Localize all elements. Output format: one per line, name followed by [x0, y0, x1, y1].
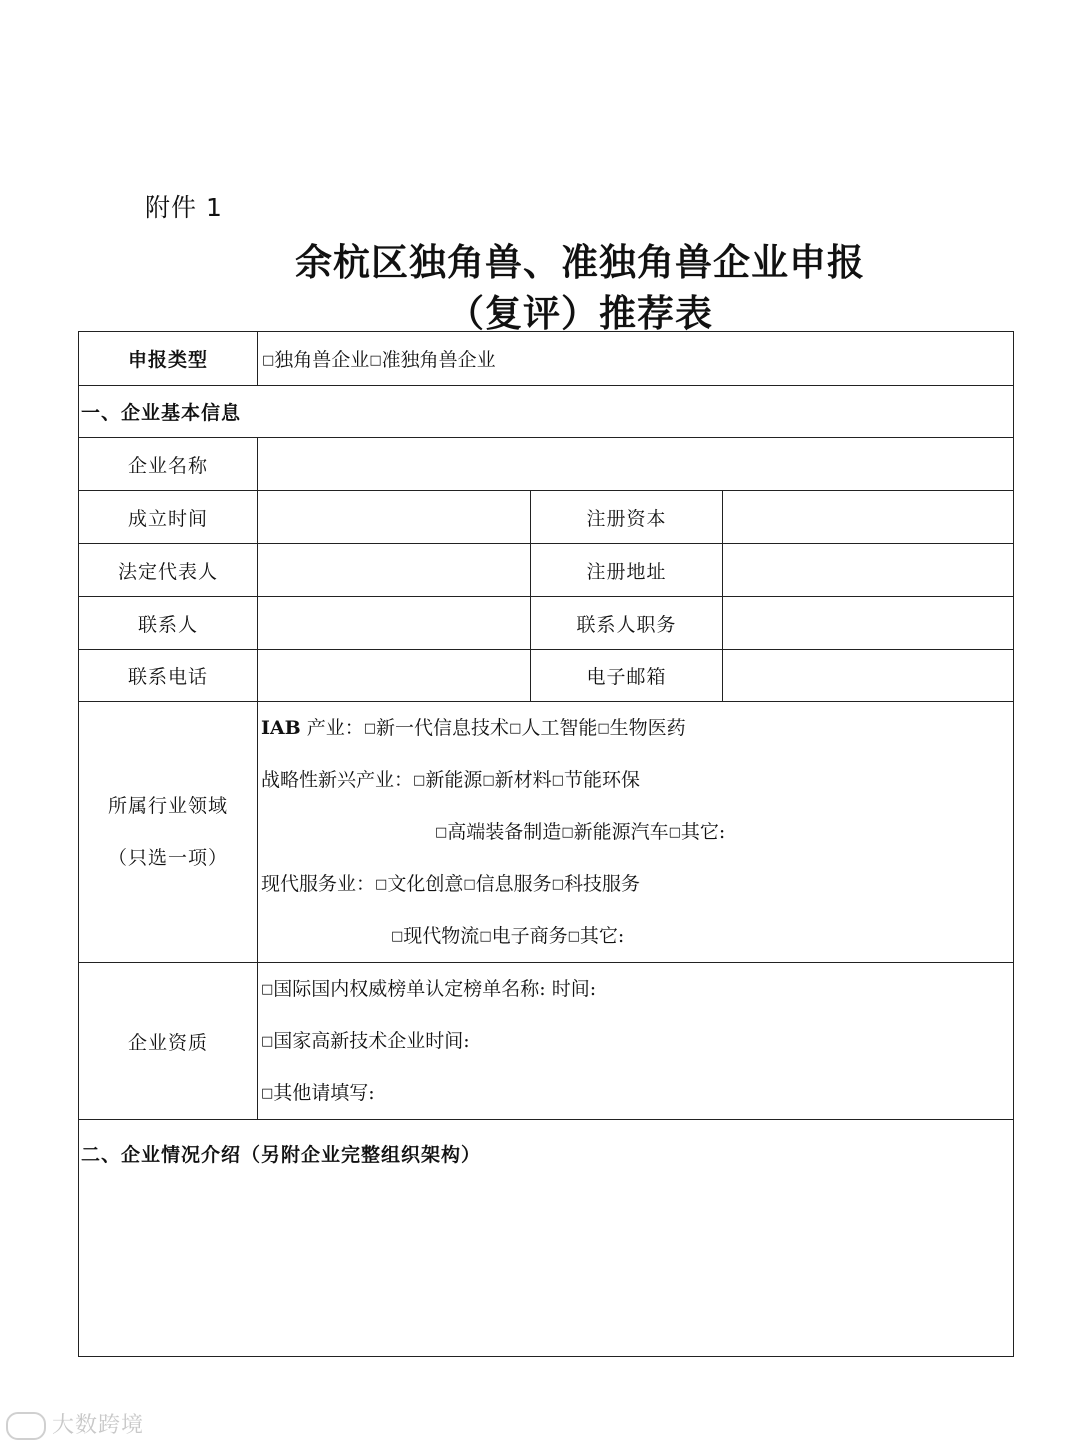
- form-title-line2: （复评）推荐表: [447, 291, 713, 335]
- phone-label: 联系电话: [79, 650, 258, 702]
- form-title-line1: 余杭区独角兽、准独角兽企业申报: [295, 240, 865, 284]
- contact-label: 联系人: [79, 597, 258, 650]
- checkbox-quasi-unicorn[interactable]: □: [369, 353, 382, 368]
- section1-heading: 一、企业基本信息: [79, 386, 1014, 438]
- strategic-option-5: 新能源汽车: [573, 821, 669, 843]
- capital-label: 注册资本: [531, 491, 723, 544]
- attachment-label: 附件 1: [145, 193, 223, 222]
- checkbox-service-5[interactable]: □: [479, 929, 492, 944]
- apply-type-label: 申报类型: [79, 332, 258, 386]
- phone-row: [79, 650, 1014, 702]
- strategic-label: 战略性新兴产业：: [261, 769, 414, 791]
- iab-suffix: 产业：: [300, 717, 364, 739]
- apply-type-options: [258, 332, 1014, 386]
- checkbox-strategic-5[interactable]: □: [561, 825, 574, 840]
- phone-field[interactable]: [258, 650, 531, 702]
- legal-rep-label: 法定代表人: [79, 544, 258, 597]
- section2-heading[interactable]: 二、企业情况介绍（另附企业完整组织架构）: [79, 1120, 1014, 1357]
- qualification-text-2: 国家高新技术企业时间:: [273, 1030, 470, 1052]
- founded-row: [79, 491, 1014, 544]
- service-option-5: 电子商务: [491, 925, 568, 947]
- founded-label: 成立时间: [79, 491, 258, 544]
- contact-title-field[interactable]: [723, 597, 1014, 650]
- address-field[interactable]: [723, 544, 1014, 597]
- watermark-text: 大数跨境: [52, 1413, 145, 1438]
- legal-rep-row: [79, 544, 1014, 597]
- service-label: 现代服务业：: [261, 873, 376, 895]
- industry-label: [79, 702, 258, 963]
- checkbox-service-1[interactable]: □: [375, 877, 388, 892]
- checkbox-iab-2[interactable]: □: [509, 721, 522, 736]
- strategic-option-6: 其它:: [680, 821, 726, 843]
- service-line-2: [258, 910, 1013, 962]
- qualification-line-1: [258, 963, 1013, 1015]
- checkbox-service-3[interactable]: □: [551, 877, 564, 892]
- qualification-line-2: [258, 1015, 1013, 1067]
- watermark: [6, 1408, 144, 1440]
- capital-field[interactable]: [723, 491, 1014, 544]
- option-quasi-unicorn: 准独角兽企业: [381, 349, 496, 371]
- checkbox-strategic-2[interactable]: □: [482, 773, 495, 788]
- apply-type-row: [79, 332, 1014, 386]
- company-name-row: [79, 438, 1014, 491]
- checkbox-service-6[interactable]: □: [567, 929, 580, 944]
- checkbox-qualification-1[interactable]: □: [261, 982, 274, 997]
- strategic-option-2: 新材料: [494, 769, 552, 791]
- option-unicorn: 独角兽企业: [274, 349, 370, 371]
- industry-row: [79, 702, 1014, 963]
- iab-option-3: 生物医药: [609, 717, 686, 739]
- iab-line: [258, 702, 1013, 754]
- industry-label-line1: 所属行业领域: [107, 795, 228, 817]
- checkbox-qualification-2[interactable]: □: [261, 1034, 274, 1049]
- section2-row: [79, 1120, 1014, 1357]
- contact-row: [79, 597, 1014, 650]
- iab-option-1: 新一代信息技术: [376, 717, 510, 739]
- qualification-row: [79, 963, 1014, 1120]
- service-option-4: 现代物流: [403, 925, 480, 947]
- strategic-option-1: 新能源: [425, 769, 483, 791]
- watermark-logo-icon: [6, 1412, 46, 1440]
- industry-options: [258, 702, 1014, 963]
- qualification-line-3: [258, 1067, 1013, 1119]
- checkbox-service-2[interactable]: □: [463, 877, 476, 892]
- qualification-text-1: 国际国内权威榜单认定榜单名称: 时间:: [273, 978, 597, 1000]
- checkbox-service-4[interactable]: □: [391, 929, 404, 944]
- service-line: [258, 858, 1013, 910]
- company-name-field[interactable]: [258, 438, 1014, 491]
- strategic-option-3: 节能环保: [563, 769, 640, 791]
- application-form-table: [78, 331, 1014, 1357]
- email-field[interactable]: [723, 650, 1014, 702]
- address-label: 注册地址: [531, 544, 723, 597]
- strategic-line-2: [258, 806, 1013, 858]
- industry-label-line2: （只选一项）: [107, 847, 228, 869]
- iab-option-2: 人工智能: [521, 717, 598, 739]
- strategic-line: [258, 754, 1013, 806]
- strategic-option-4: 高端装备制造: [447, 821, 562, 843]
- service-option-2: 信息服务: [475, 873, 552, 895]
- checkbox-strategic-1[interactable]: □: [413, 773, 426, 788]
- qualification-label: 企业资质: [79, 963, 258, 1120]
- checkbox-unicorn[interactable]: □: [262, 353, 275, 368]
- qualification-options: [258, 963, 1014, 1120]
- founded-field[interactable]: [258, 491, 531, 544]
- service-option-6: 其它:: [579, 925, 625, 947]
- checkbox-strategic-6[interactable]: □: [668, 825, 681, 840]
- contact-field[interactable]: [258, 597, 531, 650]
- email-label: 电子邮箱: [531, 650, 723, 702]
- checkbox-iab-1[interactable]: □: [363, 721, 377, 736]
- company-name-label: 企业名称: [79, 438, 258, 491]
- checkbox-strategic-3[interactable]: □: [551, 773, 564, 788]
- service-option-3: 科技服务: [563, 873, 640, 895]
- service-option-1: 文化创意: [387, 873, 464, 895]
- checkbox-qualification-3[interactable]: □: [261, 1086, 274, 1101]
- qualification-text-3: 其他请填写:: [273, 1082, 375, 1104]
- contact-title-label: 联系人职务: [531, 597, 723, 650]
- legal-rep-field[interactable]: [258, 544, 531, 597]
- section1-row: [79, 386, 1014, 438]
- checkbox-strategic-4[interactable]: □: [435, 825, 448, 840]
- iab-label: IAB: [261, 717, 301, 739]
- checkbox-iab-3[interactable]: □: [597, 721, 610, 736]
